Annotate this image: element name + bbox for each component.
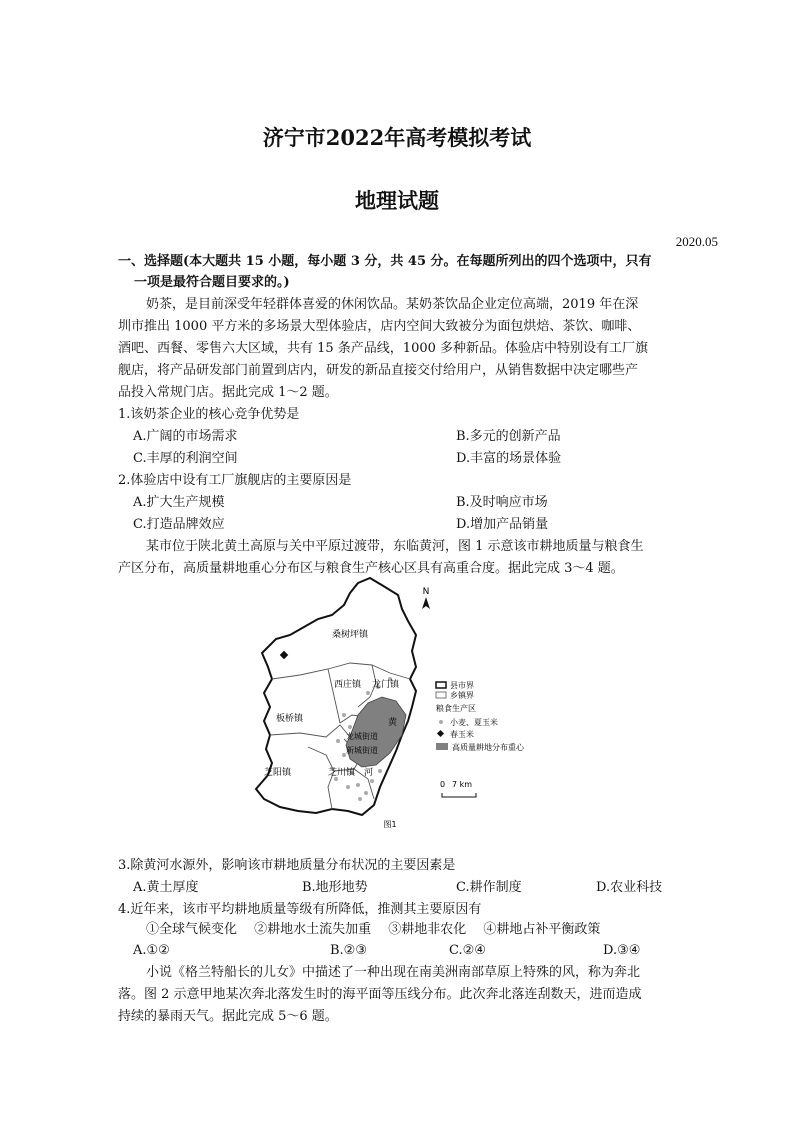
q1-stem: 1.该奶茶企业的核心竞争优势是 (118, 407, 300, 422)
legend-grain-title: 粮食生产区 (436, 704, 476, 713)
q4-stem: 4.近年来，该市平均耕地质量等级有所降低，推测其主要原因有 (118, 902, 482, 917)
q2-option-b: B.及时响应市场 (456, 495, 548, 510)
passage3-line: 落。图 2 示意甲地某次奔北落发生时的海平面等压线分布。此次奔北落连刮数天，进而造成 (118, 987, 642, 1002)
scale-km: 7 km (452, 780, 473, 789)
q3-option-c: C.耕作制度 (456, 880, 522, 895)
scale-zero: 0 (440, 780, 446, 789)
q4-option-a: A.①② (133, 943, 170, 958)
exam-title: 济宁市2022年高考模拟考试 (262, 125, 532, 150)
legend-wheat: 小麦、夏玉米 (450, 718, 498, 727)
passage2-line: 某市位于陕北黄土高原与关中平原过渡带，东临黄河，图 1 示意该市耕地质量与粮食生 (146, 539, 644, 554)
legend-county-swatch (436, 682, 446, 688)
legend-county-border: 县市界 (450, 681, 474, 690)
q1-option-c: C.丰厚的利润空间 (133, 451, 238, 466)
q4-items: ①全球气候变化 ②耕地水土流失加重 ③耕地非农化 ④耕地占补平衡政策 (146, 922, 601, 937)
town-label: 桑树坪镇 (332, 630, 369, 640)
passage2-line: 产区分布，高质量耕地重心分布区与粮食生产核心区具有高重合度。据此完成 3～4 题。 (118, 561, 624, 576)
river-label: 黄 (388, 718, 398, 728)
q4-option-b: B.②③ (330, 943, 367, 958)
passage3-line: 持续的暴雨天气。据此完成 5～6 题。 (118, 1009, 338, 1024)
q4-option-c: C.②④ (449, 943, 486, 958)
town-label: 龙门镇 (372, 680, 400, 690)
passage3-line: 小说《格兰特船长的儿女》中描述了一种出现在南美洲南部草原上特殊的风，称为奔北 (146, 965, 641, 980)
legend-wheat-swatch (439, 720, 443, 724)
legend-quality-swatch (436, 743, 448, 750)
passage1-line: 品投入常规门店。据此完成 1～2 题。 (118, 385, 338, 400)
town-label: 西庄镇 (334, 680, 362, 690)
north-arrow-icon (422, 597, 430, 609)
scale-bar (442, 793, 476, 797)
town-label: 板桥镇 (276, 714, 304, 724)
legend-spring-corn-swatch (437, 730, 444, 737)
exam-date: 2020.05 (675, 234, 718, 249)
section-heading-line2: 一项是最符合题目要求的。) (134, 275, 290, 290)
river-label: 河 (364, 768, 374, 778)
q4-option-d: D.③④ (603, 943, 641, 958)
q2-option-d: D.增加产品销量 (456, 517, 549, 532)
q1-option-d: D.丰富的场景体验 (456, 451, 562, 466)
q2-option-c: C.打造品牌效应 (133, 517, 225, 532)
passage1-line: 酒吧、西餐、零售六大区域，共有 15 条产品线，1000 多种新品。体验店中特别设有工厂旗 (118, 341, 649, 356)
passage1-line: 奶茶，是目前深受年轻群体喜爱的休闲饮品。某奶茶饮品企业定位高端，2019 年在深 (146, 297, 639, 312)
north-label: N (422, 587, 430, 597)
q2-option-a: A.扩大生产规模 (133, 495, 225, 510)
town-label: 龙城街道 (346, 732, 378, 741)
spring-corn-marker (280, 651, 288, 659)
q1-option-b: B.多元的创新产品 (456, 429, 561, 444)
exam-subtitle: 地理试题 (355, 188, 439, 213)
q3-option-d: D.农业科技 (596, 880, 663, 895)
legend-town-swatch (436, 692, 446, 698)
q2-stem: 2.体验店中设有工厂旗舰店的主要原因是 (118, 473, 352, 488)
legend-quality: 高质量耕地分布重心 (452, 743, 524, 752)
figure1-map (240, 575, 560, 835)
town-label: 芝阳镇 (264, 768, 292, 778)
q3-option-a: A.黄土厚度 (133, 880, 199, 895)
q1-option-a: A.广阔的市场需求 (133, 429, 238, 444)
passage1-line: 舰店，将产品研发部门前置到店内，研发的新品直接交付给用户，从销售数据中决定哪些产 (118, 363, 639, 378)
town-label: 芝川镇 (328, 768, 356, 778)
passage1-line: 圳市推出 1000 平方米的多场景大型体验店，店内空间大致被分为面包烘焙、茶饮、咖啡、 (118, 319, 641, 334)
town-label: 新城街道 (346, 746, 378, 755)
q3-stem: 3.除黄河水源外，影响该市耕地质量分布状况的主要因素是 (118, 858, 456, 873)
q3-option-b: B.地形地势 (302, 880, 368, 895)
legend-town-border: 乡镇界 (450, 691, 474, 700)
section-heading-line1: 一、选择题(本大题共 15 小题，每小题 3 分，共 45 分。在每题所列出的四个选项中，只有 (118, 254, 652, 269)
figure1-caption: 图1 (383, 820, 397, 829)
legend-spring-corn: 春玉米 (450, 730, 474, 739)
